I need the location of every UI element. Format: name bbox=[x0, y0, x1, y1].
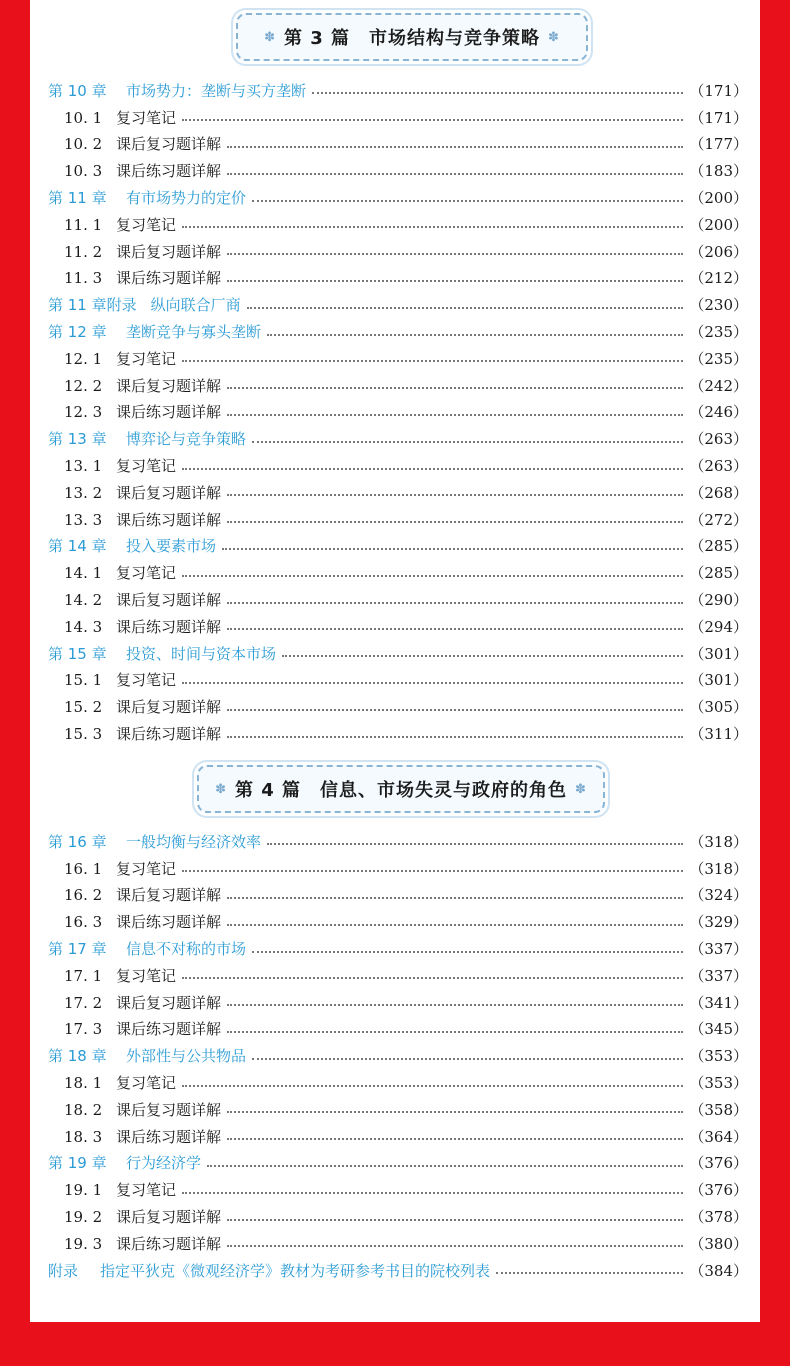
dot-leader bbox=[227, 1138, 683, 1140]
entry-number: 14. 3 bbox=[64, 617, 103, 636]
entry-heading bbox=[48, 884, 221, 905]
entry-title: 指定平狄克《微观经济学》教材为考研参考书目的院校列表 bbox=[100, 1261, 491, 1280]
toc-chapter-entry[interactable] bbox=[48, 1042, 748, 1069]
entry-number: 第 15 章 bbox=[48, 644, 107, 663]
entry-heading bbox=[48, 616, 221, 637]
entry-heading bbox=[48, 938, 246, 959]
entry-number: 13. 3 bbox=[64, 510, 103, 529]
dot-leader bbox=[252, 951, 683, 953]
part-3-title: 第 3 篇 市场结构与竞争策略 bbox=[283, 28, 541, 49]
dot-leader bbox=[227, 709, 683, 711]
toc-section-entry[interactable] bbox=[48, 882, 748, 909]
entry-number: 第 12 章 bbox=[48, 323, 107, 342]
entry-heading bbox=[48, 1126, 221, 1147]
entry-heading bbox=[48, 1233, 221, 1254]
dot-leader bbox=[182, 1192, 683, 1194]
toc-section-entry[interactable] bbox=[48, 1096, 748, 1123]
entry-title: 博弈论与竞争策略 bbox=[126, 430, 247, 449]
entry-heading bbox=[48, 321, 261, 342]
entry-number: 12. 3 bbox=[64, 403, 103, 422]
page-number: （263） bbox=[689, 430, 748, 449]
toc-section-entry[interactable] bbox=[48, 855, 748, 882]
dot-leader bbox=[252, 200, 683, 202]
entry-heading bbox=[48, 401, 221, 422]
toc-section-entry[interactable] bbox=[48, 613, 748, 640]
toc-section-entry[interactable] bbox=[48, 211, 748, 238]
entry-title: 复习笔记 bbox=[116, 859, 177, 878]
entry-title: 复习笔记 bbox=[116, 671, 177, 690]
dot-leader bbox=[267, 843, 683, 845]
page-number: （206） bbox=[689, 242, 748, 261]
entry-number: 19. 2 bbox=[64, 1208, 103, 1227]
entry-number: 第 11 章附录 bbox=[48, 296, 137, 315]
entry-number: 11. 3 bbox=[64, 269, 103, 288]
dot-leader bbox=[252, 1058, 683, 1060]
entry-title: 信息不对称的市场 bbox=[126, 940, 247, 959]
dot-leader bbox=[282, 655, 683, 657]
toc-chapter-entry[interactable] bbox=[48, 77, 748, 104]
entry-heading bbox=[48, 535, 216, 556]
entry-heading bbox=[48, 160, 221, 181]
page-number: （318） bbox=[689, 832, 748, 851]
entry-title: 课后复习题详解 bbox=[116, 1100, 222, 1119]
page-number: （301） bbox=[689, 644, 748, 663]
dot-leader bbox=[182, 360, 683, 362]
entry-title: 课后练习题详解 bbox=[116, 1234, 222, 1253]
entry-number: 12. 2 bbox=[64, 376, 103, 395]
entry-heading bbox=[48, 1206, 221, 1227]
entry-heading bbox=[48, 214, 176, 235]
page-number: （242） bbox=[689, 376, 748, 395]
part-3-toc bbox=[48, 77, 748, 747]
entry-heading bbox=[48, 1072, 176, 1093]
entry-number: 16. 3 bbox=[64, 913, 103, 932]
entry-number: 第 10 章 bbox=[48, 81, 107, 100]
dot-leader bbox=[182, 870, 683, 872]
dot-leader bbox=[227, 628, 683, 630]
page-number: （272） bbox=[689, 510, 748, 529]
page-number: （235） bbox=[689, 323, 748, 342]
entry-heading bbox=[48, 133, 221, 154]
entry-number: 15. 3 bbox=[64, 725, 103, 744]
entry-number: 10. 3 bbox=[64, 162, 103, 181]
entry-heading bbox=[48, 1179, 176, 1200]
page-number: （364） bbox=[689, 1127, 748, 1146]
page-number: （329） bbox=[689, 913, 748, 932]
dot-leader bbox=[496, 1272, 683, 1274]
page-number: （380） bbox=[689, 1234, 748, 1253]
entry-number: 19. 1 bbox=[64, 1181, 103, 1200]
toc-chapter-entry[interactable] bbox=[48, 935, 748, 962]
entry-number: 10. 1 bbox=[64, 108, 103, 127]
part-4-banner bbox=[197, 765, 605, 813]
entry-title: 投资、时间与资本市场 bbox=[126, 644, 277, 663]
entry-title: 投入要素市场 bbox=[126, 537, 217, 556]
dot-leader bbox=[252, 441, 683, 443]
dot-leader bbox=[182, 575, 683, 577]
toc-chapter-entry[interactable] bbox=[48, 1257, 748, 1284]
toc-section-entry[interactable] bbox=[48, 1016, 748, 1043]
entry-number: 12. 1 bbox=[64, 349, 103, 368]
dot-leader bbox=[267, 334, 683, 336]
entry-title: 复习笔记 bbox=[116, 108, 177, 127]
toc-section-entry[interactable] bbox=[48, 559, 748, 586]
entry-heading bbox=[48, 375, 221, 396]
entry-title: 课后复习题详解 bbox=[116, 242, 222, 261]
ornament-icon: ✽ bbox=[548, 29, 560, 45]
toc-chapter-entry[interactable] bbox=[48, 184, 748, 211]
page-number: （171） bbox=[689, 108, 748, 127]
entry-title: 课后练习题详解 bbox=[116, 617, 222, 636]
toc-section-entry[interactable] bbox=[48, 479, 748, 506]
part-4-toc bbox=[48, 828, 748, 1284]
toc-section-entry[interactable] bbox=[48, 372, 748, 399]
entry-number: 第 14 章 bbox=[48, 537, 107, 556]
toc-section-entry[interactable] bbox=[48, 1069, 748, 1096]
dot-leader bbox=[227, 1004, 683, 1006]
toc-chapter-entry[interactable] bbox=[48, 828, 748, 855]
toc-section-entry[interactable] bbox=[48, 667, 748, 694]
entry-heading bbox=[48, 482, 221, 503]
toc-section-entry[interactable] bbox=[48, 452, 748, 479]
dot-leader bbox=[182, 468, 683, 470]
entry-title: 有市场势力的定价 bbox=[126, 189, 247, 208]
dot-leader bbox=[227, 602, 683, 604]
entry-number: 17. 1 bbox=[64, 966, 103, 985]
entry-heading bbox=[48, 643, 276, 664]
entry-heading bbox=[48, 831, 261, 852]
entry-number: 附录 bbox=[48, 1261, 79, 1280]
page-number: （353） bbox=[689, 1074, 748, 1093]
page-number: （337） bbox=[689, 966, 748, 985]
entry-heading bbox=[48, 669, 176, 690]
toc-section-entry[interactable] bbox=[48, 399, 748, 426]
entry-number: 11. 1 bbox=[64, 215, 103, 234]
page-number: （263） bbox=[689, 457, 748, 476]
entry-title: 课后复习题详解 bbox=[116, 591, 222, 610]
dot-leader bbox=[207, 1165, 683, 1167]
page-number: （212） bbox=[689, 269, 748, 288]
dot-leader bbox=[312, 92, 683, 94]
page-number: （376） bbox=[689, 1154, 748, 1173]
entry-heading bbox=[48, 965, 176, 986]
entry-number: 18. 2 bbox=[64, 1100, 103, 1119]
entry-number: 第 13 章 bbox=[48, 430, 107, 449]
page-number: （200） bbox=[689, 215, 748, 234]
entry-number: 第 19 章 bbox=[48, 1154, 107, 1173]
entry-title: 课后复习题详解 bbox=[116, 993, 222, 1012]
toc-section-entry[interactable] bbox=[48, 265, 748, 292]
entry-title: 复习笔记 bbox=[116, 215, 177, 234]
dot-leader bbox=[227, 173, 683, 175]
dot-leader bbox=[182, 1085, 683, 1087]
entry-title: 外部性与公共物品 bbox=[126, 1047, 247, 1066]
entry-title: 课后练习题详解 bbox=[116, 510, 222, 529]
dot-leader bbox=[227, 897, 683, 899]
page-number: （324） bbox=[689, 886, 748, 905]
page-number: （290） bbox=[689, 591, 748, 610]
toc-section-entry[interactable] bbox=[48, 586, 748, 613]
entry-number: 16. 2 bbox=[64, 886, 103, 905]
dot-leader bbox=[227, 414, 683, 416]
entry-heading bbox=[48, 1045, 246, 1066]
entry-heading bbox=[48, 241, 221, 262]
entry-heading bbox=[48, 187, 246, 208]
entry-title: 课后复习题详解 bbox=[116, 483, 222, 502]
entry-number: 11. 2 bbox=[64, 242, 103, 261]
dot-leader bbox=[182, 977, 683, 979]
dot-leader bbox=[227, 387, 683, 389]
dot-leader bbox=[182, 119, 683, 121]
entry-title: 课后练习题详解 bbox=[116, 1127, 222, 1146]
entry-heading bbox=[48, 348, 176, 369]
dot-leader bbox=[227, 146, 683, 148]
dot-leader bbox=[227, 924, 683, 926]
dot-leader bbox=[227, 1219, 683, 1221]
entry-number: 15. 2 bbox=[64, 698, 103, 717]
page-number: （268） bbox=[689, 483, 748, 502]
entry-title: 市场势力：垄断与买方垄断 bbox=[126, 81, 307, 100]
entry-number: 10. 2 bbox=[64, 135, 103, 154]
toc-section-entry[interactable] bbox=[48, 506, 748, 533]
dot-leader bbox=[227, 1031, 683, 1033]
dot-leader bbox=[227, 1245, 683, 1247]
entry-heading bbox=[48, 696, 221, 717]
entry-heading bbox=[48, 80, 306, 101]
entry-title: 课后复习题详解 bbox=[116, 135, 222, 154]
entry-number: 19. 3 bbox=[64, 1234, 103, 1253]
entry-number: 13. 2 bbox=[64, 483, 103, 502]
dot-leader bbox=[182, 682, 683, 684]
ornament-icon: ✽ bbox=[215, 781, 227, 797]
page-number: （246） bbox=[689, 403, 748, 422]
entry-number: 18. 3 bbox=[64, 1127, 103, 1146]
entry-title: 复习笔记 bbox=[116, 1074, 177, 1093]
toc-section-entry[interactable] bbox=[48, 1123, 748, 1150]
entry-title: 纵向联合厂商 bbox=[150, 296, 241, 315]
page-number: （358） bbox=[689, 1100, 748, 1119]
dot-leader bbox=[227, 494, 683, 496]
entry-heading bbox=[48, 1018, 221, 1039]
toc-chapter-entry[interactable] bbox=[48, 640, 748, 667]
entry-number: 18. 1 bbox=[64, 1074, 103, 1093]
dot-leader bbox=[222, 548, 683, 550]
toc-chapter-entry[interactable] bbox=[48, 1150, 748, 1177]
page-number: （285） bbox=[689, 537, 748, 556]
entry-number: 14. 1 bbox=[64, 564, 103, 583]
entry-title: 课后练习题详解 bbox=[116, 403, 222, 422]
entry-number: 17. 2 bbox=[64, 993, 103, 1012]
page-number: （384） bbox=[689, 1261, 748, 1280]
dot-leader bbox=[227, 280, 683, 282]
page-number: （341） bbox=[689, 993, 748, 1012]
entry-title: 课后复习题详解 bbox=[116, 376, 222, 395]
entry-heading bbox=[48, 509, 221, 530]
entry-title: 课后练习题详解 bbox=[116, 162, 222, 181]
entry-number: 13. 1 bbox=[64, 457, 103, 476]
page-number: （318） bbox=[689, 859, 748, 878]
entry-title: 课后练习题详解 bbox=[116, 269, 222, 288]
page-number: （378） bbox=[689, 1208, 748, 1227]
toc-section-entry[interactable] bbox=[48, 962, 748, 989]
page-number: （230） bbox=[689, 296, 748, 315]
toc-page bbox=[30, 0, 760, 1322]
entry-title: 复习笔记 bbox=[116, 349, 177, 368]
entry-title: 课后练习题详解 bbox=[116, 1020, 222, 1039]
toc-chapter-entry[interactable] bbox=[48, 425, 748, 452]
entry-heading bbox=[48, 455, 176, 476]
toc-chapter-entry[interactable] bbox=[48, 533, 748, 560]
entry-number: 第 11 章 bbox=[48, 189, 107, 208]
entry-heading bbox=[48, 428, 246, 449]
entry-title: 课后复习题详解 bbox=[116, 1208, 222, 1227]
entry-title: 复习笔记 bbox=[116, 457, 177, 476]
page-number: （177） bbox=[689, 135, 748, 154]
page-number: （337） bbox=[689, 940, 748, 959]
ornament-icon: ✽ bbox=[264, 29, 276, 45]
page-number: （301） bbox=[689, 671, 748, 690]
toc-section-entry[interactable] bbox=[48, 238, 748, 265]
dot-leader bbox=[227, 521, 683, 523]
dot-leader bbox=[227, 1111, 683, 1113]
toc-section-entry[interactable] bbox=[48, 720, 748, 747]
toc-section-entry[interactable] bbox=[48, 1230, 748, 1257]
entry-number: 第 17 章 bbox=[48, 940, 107, 959]
entry-heading bbox=[48, 107, 176, 128]
page-number: （345） bbox=[689, 1020, 748, 1039]
part-3-banner bbox=[236, 13, 588, 61]
entry-title: 一般均衡与经济效率 bbox=[126, 832, 262, 851]
entry-heading bbox=[48, 267, 221, 288]
entry-heading bbox=[48, 858, 176, 879]
entry-number: 17. 3 bbox=[64, 1020, 103, 1039]
entry-number: 第 18 章 bbox=[48, 1047, 107, 1066]
toc-section-entry[interactable] bbox=[48, 1203, 748, 1230]
entry-heading bbox=[48, 911, 221, 932]
entry-number: 15. 1 bbox=[64, 671, 103, 690]
entry-heading bbox=[48, 992, 221, 1013]
entry-number: 第 16 章 bbox=[48, 832, 107, 851]
entry-title: 复习笔记 bbox=[116, 1181, 177, 1200]
entry-heading bbox=[48, 1099, 221, 1120]
dot-leader bbox=[247, 307, 684, 309]
entry-number: 16. 1 bbox=[64, 859, 103, 878]
toc-section-entry[interactable] bbox=[48, 908, 748, 935]
toc-section-entry[interactable] bbox=[48, 989, 748, 1016]
page-number: （311） bbox=[689, 725, 748, 744]
entry-title: 课后练习题详解 bbox=[116, 725, 222, 744]
toc-section-entry[interactable] bbox=[48, 157, 748, 184]
toc-chapter-entry[interactable] bbox=[48, 318, 748, 345]
page-number: （376） bbox=[689, 1181, 748, 1200]
toc-section-entry[interactable] bbox=[48, 345, 748, 372]
entry-title: 垄断竞争与寡头垄断 bbox=[126, 323, 262, 342]
entry-title: 行为经济学 bbox=[126, 1154, 202, 1173]
page-number: （183） bbox=[689, 162, 748, 181]
part-4-title: 第 4 篇 信息、市场失灵与政府的角色 bbox=[234, 780, 568, 801]
page-number: （285） bbox=[689, 564, 748, 583]
entry-heading bbox=[48, 562, 176, 583]
dot-leader bbox=[227, 253, 683, 255]
entry-number: 14. 2 bbox=[64, 591, 103, 610]
dot-leader bbox=[227, 736, 683, 738]
entry-title: 课后复习题详解 bbox=[116, 698, 222, 717]
entry-title: 课后复习题详解 bbox=[116, 886, 222, 905]
entry-title: 复习笔记 bbox=[116, 966, 177, 985]
entry-heading bbox=[48, 723, 221, 744]
ornament-icon: ✽ bbox=[575, 781, 587, 797]
entry-title: 课后练习题详解 bbox=[116, 913, 222, 932]
page-number: （200） bbox=[689, 189, 748, 208]
entry-heading bbox=[48, 1260, 490, 1281]
page-number: （294） bbox=[689, 617, 748, 636]
page-number: （235） bbox=[689, 349, 748, 368]
entry-heading bbox=[48, 1152, 201, 1173]
page-number: （353） bbox=[689, 1047, 748, 1066]
entry-heading bbox=[48, 294, 241, 315]
entry-heading bbox=[48, 589, 221, 610]
page-number: （305） bbox=[689, 698, 748, 717]
toc-section-entry[interactable] bbox=[48, 693, 748, 720]
toc-section-entry[interactable] bbox=[48, 104, 748, 131]
toc-chapter-entry[interactable] bbox=[48, 291, 748, 318]
dot-leader bbox=[182, 226, 683, 228]
toc-section-entry[interactable] bbox=[48, 131, 748, 158]
entry-title: 复习笔记 bbox=[116, 564, 177, 583]
page-number: （171） bbox=[689, 81, 748, 100]
toc-section-entry[interactable] bbox=[48, 1176, 748, 1203]
